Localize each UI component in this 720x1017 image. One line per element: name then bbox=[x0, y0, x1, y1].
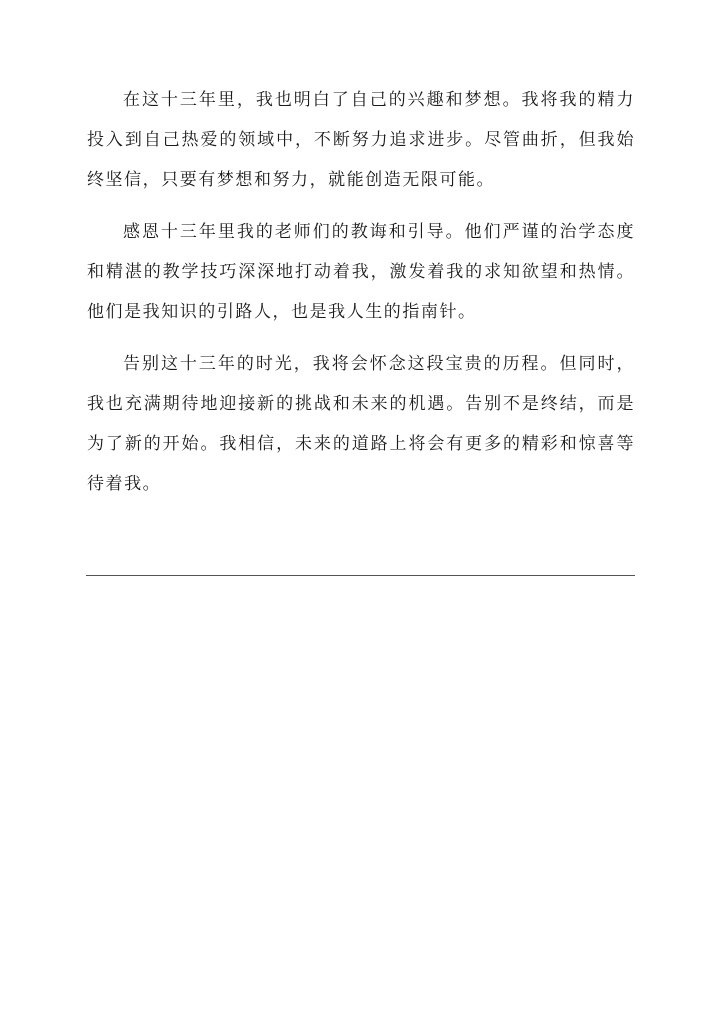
document-body bbox=[87, 80, 635, 504]
horizontal-divider bbox=[86, 575, 635, 576]
paragraph-gratitude-teachers: 感恩十三年里我的老师们的教诲和引导。他们严谨的治学态度和精湛的教学技巧深深地打动着我，激发着我的求知欲望和热情。他们是我知识的引路人，也是我人生的指南针。 bbox=[87, 222, 635, 322]
paragraph-interests-dreams: 在这十三年里，我也明白了自己的兴趣和梦想。我将我的精力投入到自己热爱的领域中，不断努力追求进步。尽管曲折，但我始终坚信，只要有梦想和努力，就能创造无限可能。 bbox=[87, 90, 635, 190]
paragraph-farewell-future: 告别这十三年的时光，我将会怀念这段宝贵的历程。但同时，我也充满期待地迎接新的挑战和未来的机遇。告别不是终结，而是为了新的开始。我相信，未来的道路上将会有更多的精彩和惊喜等待着我。 bbox=[87, 354, 635, 494]
